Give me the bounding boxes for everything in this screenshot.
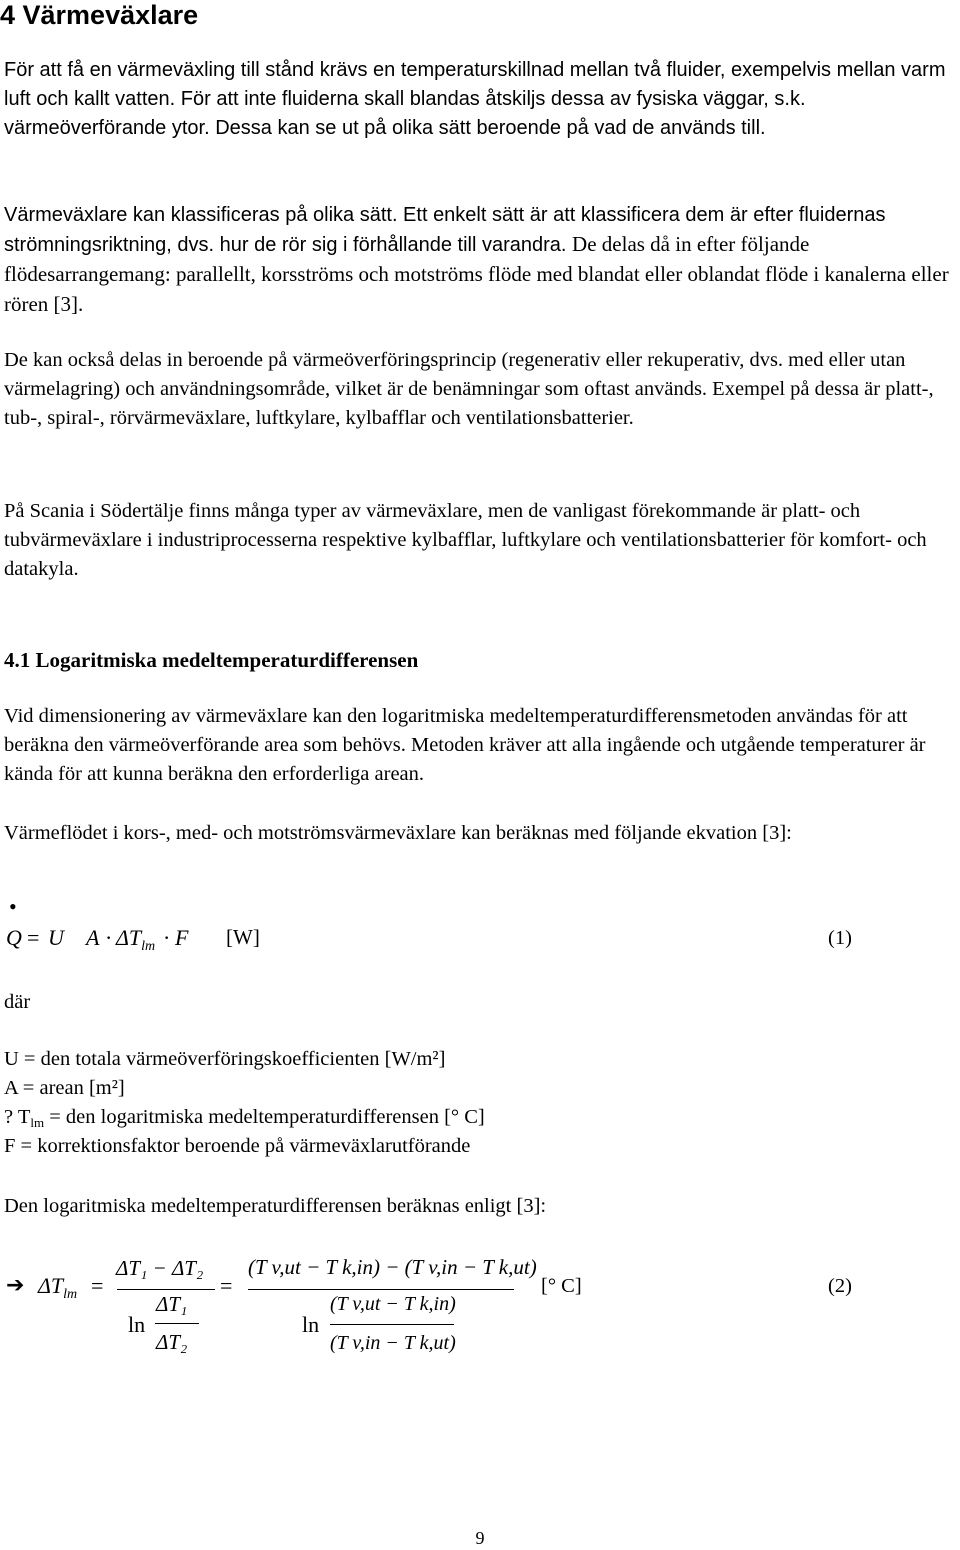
eq2-ln-2: ln: [302, 1312, 320, 1337]
paragraph-scania: På Scania i Södertälje finns många typer av värmeväxlare, men de vanligast förekommande är platt- och tubvärmeväxlare i industriprocesserna respektive kylbafflar, luftkylare och ventilationsbatterier för komfort- och datakyla.: [4, 500, 927, 580]
eq1-equals: =: [27, 925, 40, 950]
eq2-delta-t-symbol: ΔT: [38, 1273, 64, 1298]
eq1-sub-lm: lm: [141, 939, 156, 954]
eq2-inner-bar: [155, 1323, 199, 1324]
paragraph-principles: De kan också delas in beroende på värmeöverföringsprincip (regenerativ eller rekuperativ, dvs. med eller utan värmelagring) och användningsområde, vilket är de benämningar som oftast används. Exempel på dessa är platt-, tub-, spiral-, rörvärmeväxlare, luftkylare, kylbafflar och ventilationsbatterier.: [4, 349, 934, 429]
paragraph-dimensioning: Vid dimensionering av värmeväxlare kan den logaritmiska medeltemperaturdifferensmetoden användas för att beräkna den värmeöverförande area som behövs. Metoden kräver att alla ingående och utgående temperaturer är kända för att kunna beräkna den erforderliga arean.: [4, 705, 926, 785]
eq2-ln-1: ln: [128, 1312, 146, 1337]
paragraph-classification-part2: De delas då in efter följande flödesarrangemang: parallellt, korsströms och motströms flöde med blandat eller oblandat flöde i kanalerna eller rören [3].: [4, 232, 949, 316]
dot-accent: •: [9, 894, 17, 919]
eq1-f: F: [175, 925, 189, 950]
eq2-fraction2-bar: [248, 1289, 514, 1290]
definition-delta-t: [4, 1106, 485, 1131]
definition-delta-t-sub: lm: [30, 1115, 45, 1130]
definition-a: A = arean [m²]: [4, 1077, 125, 1099]
section-heading: 4 Värmeväxlare: [0, 0, 199, 30]
definition-delta-t-symbol: ? T: [4, 1106, 31, 1128]
implies-arrow-icon: ➔: [6, 1272, 25, 1297]
eq1-number: (1): [828, 927, 852, 949]
eq2-unit: [° C]: [541, 1275, 582, 1297]
eq2-fraction1-numerator: ΔT₁ − ΔT₂: [116, 1256, 204, 1280]
eq1-delta-t-symbol: ΔT: [116, 925, 142, 950]
eq2-log-numerator: (T v,ut − T k,in): [330, 1293, 456, 1315]
definition-u: U = den totala värmeöverföringskoefficienten [W/m²]: [4, 1048, 446, 1070]
eq2-inner-denominator: ΔT₂: [156, 1330, 188, 1354]
eq1-a: A: [86, 925, 100, 950]
paragraph-classification: [4, 201, 954, 320]
subsection-heading: 4.1 Logaritmiska medeltemperaturdifferensen: [4, 648, 419, 672]
eq2-fraction1-bar: [117, 1289, 215, 1290]
eq1-dot2: ·: [163, 925, 171, 950]
eq2-equals-1: =: [91, 1273, 104, 1298]
paragraph-classification-part1: Värmeväxlare kan klassificeras på olika sätt. Ett enkelt sätt är att klassificera dem är efter fluidernas strömningsriktning, dvs. hur de rör sig i förhållande till varandra.: [4, 204, 886, 256]
eq2-inner-numerator: ΔT₁: [156, 1292, 188, 1316]
eq2-delta-t: [38, 1273, 77, 1303]
paragraph-intro: För att få en värmeväxling till stånd krävs en temperaturskillnad mellan två fluider, exempelvis mellan varm luft och kallt vatten. För att inte fluiderna skall blandas åtskiljs dessa av fysiska väggar, s.k. värmeöverförande ytor. Dessa kan se ut på olika sätt beroende på vad de används till.: [4, 59, 946, 139]
eq2-log-bar: [330, 1324, 454, 1325]
eq2-log-denominator: (T v,in − T k,ut): [330, 1332, 456, 1354]
lead-equation-2: Den logaritmiska medeltemperaturdifferensen beräknas enligt [3]:: [4, 1195, 547, 1217]
page-number: 9: [475, 1528, 485, 1548]
eq2-sub-lm: lm: [63, 1287, 78, 1302]
eq1-dot1: ·: [105, 925, 113, 950]
paragraph-heatflow: Värmeflödet i kors-, med- och motströmsvärmeväxlare kan beräknas med följande ekvation [3]:: [4, 822, 792, 844]
definition-f: F = korrektionsfaktor beroende på värmeväxlarutförande: [4, 1135, 471, 1157]
eq2-number: (2): [828, 1275, 852, 1297]
eq1-delta-t: [116, 925, 155, 955]
definition-delta-t-text: = den logaritmiska medeltemperaturdifferensen [° C]: [44, 1106, 485, 1128]
eq2-equals-2: =: [220, 1273, 233, 1298]
eq2-fraction2-numerator: (T v,ut − T k,in) − (T v,in − T k,ut): [248, 1255, 537, 1279]
eq1-q: Q: [6, 925, 22, 950]
eq1-u: U: [48, 925, 64, 950]
where-label: där: [4, 991, 31, 1013]
eq1-unit: [W]: [226, 925, 260, 949]
